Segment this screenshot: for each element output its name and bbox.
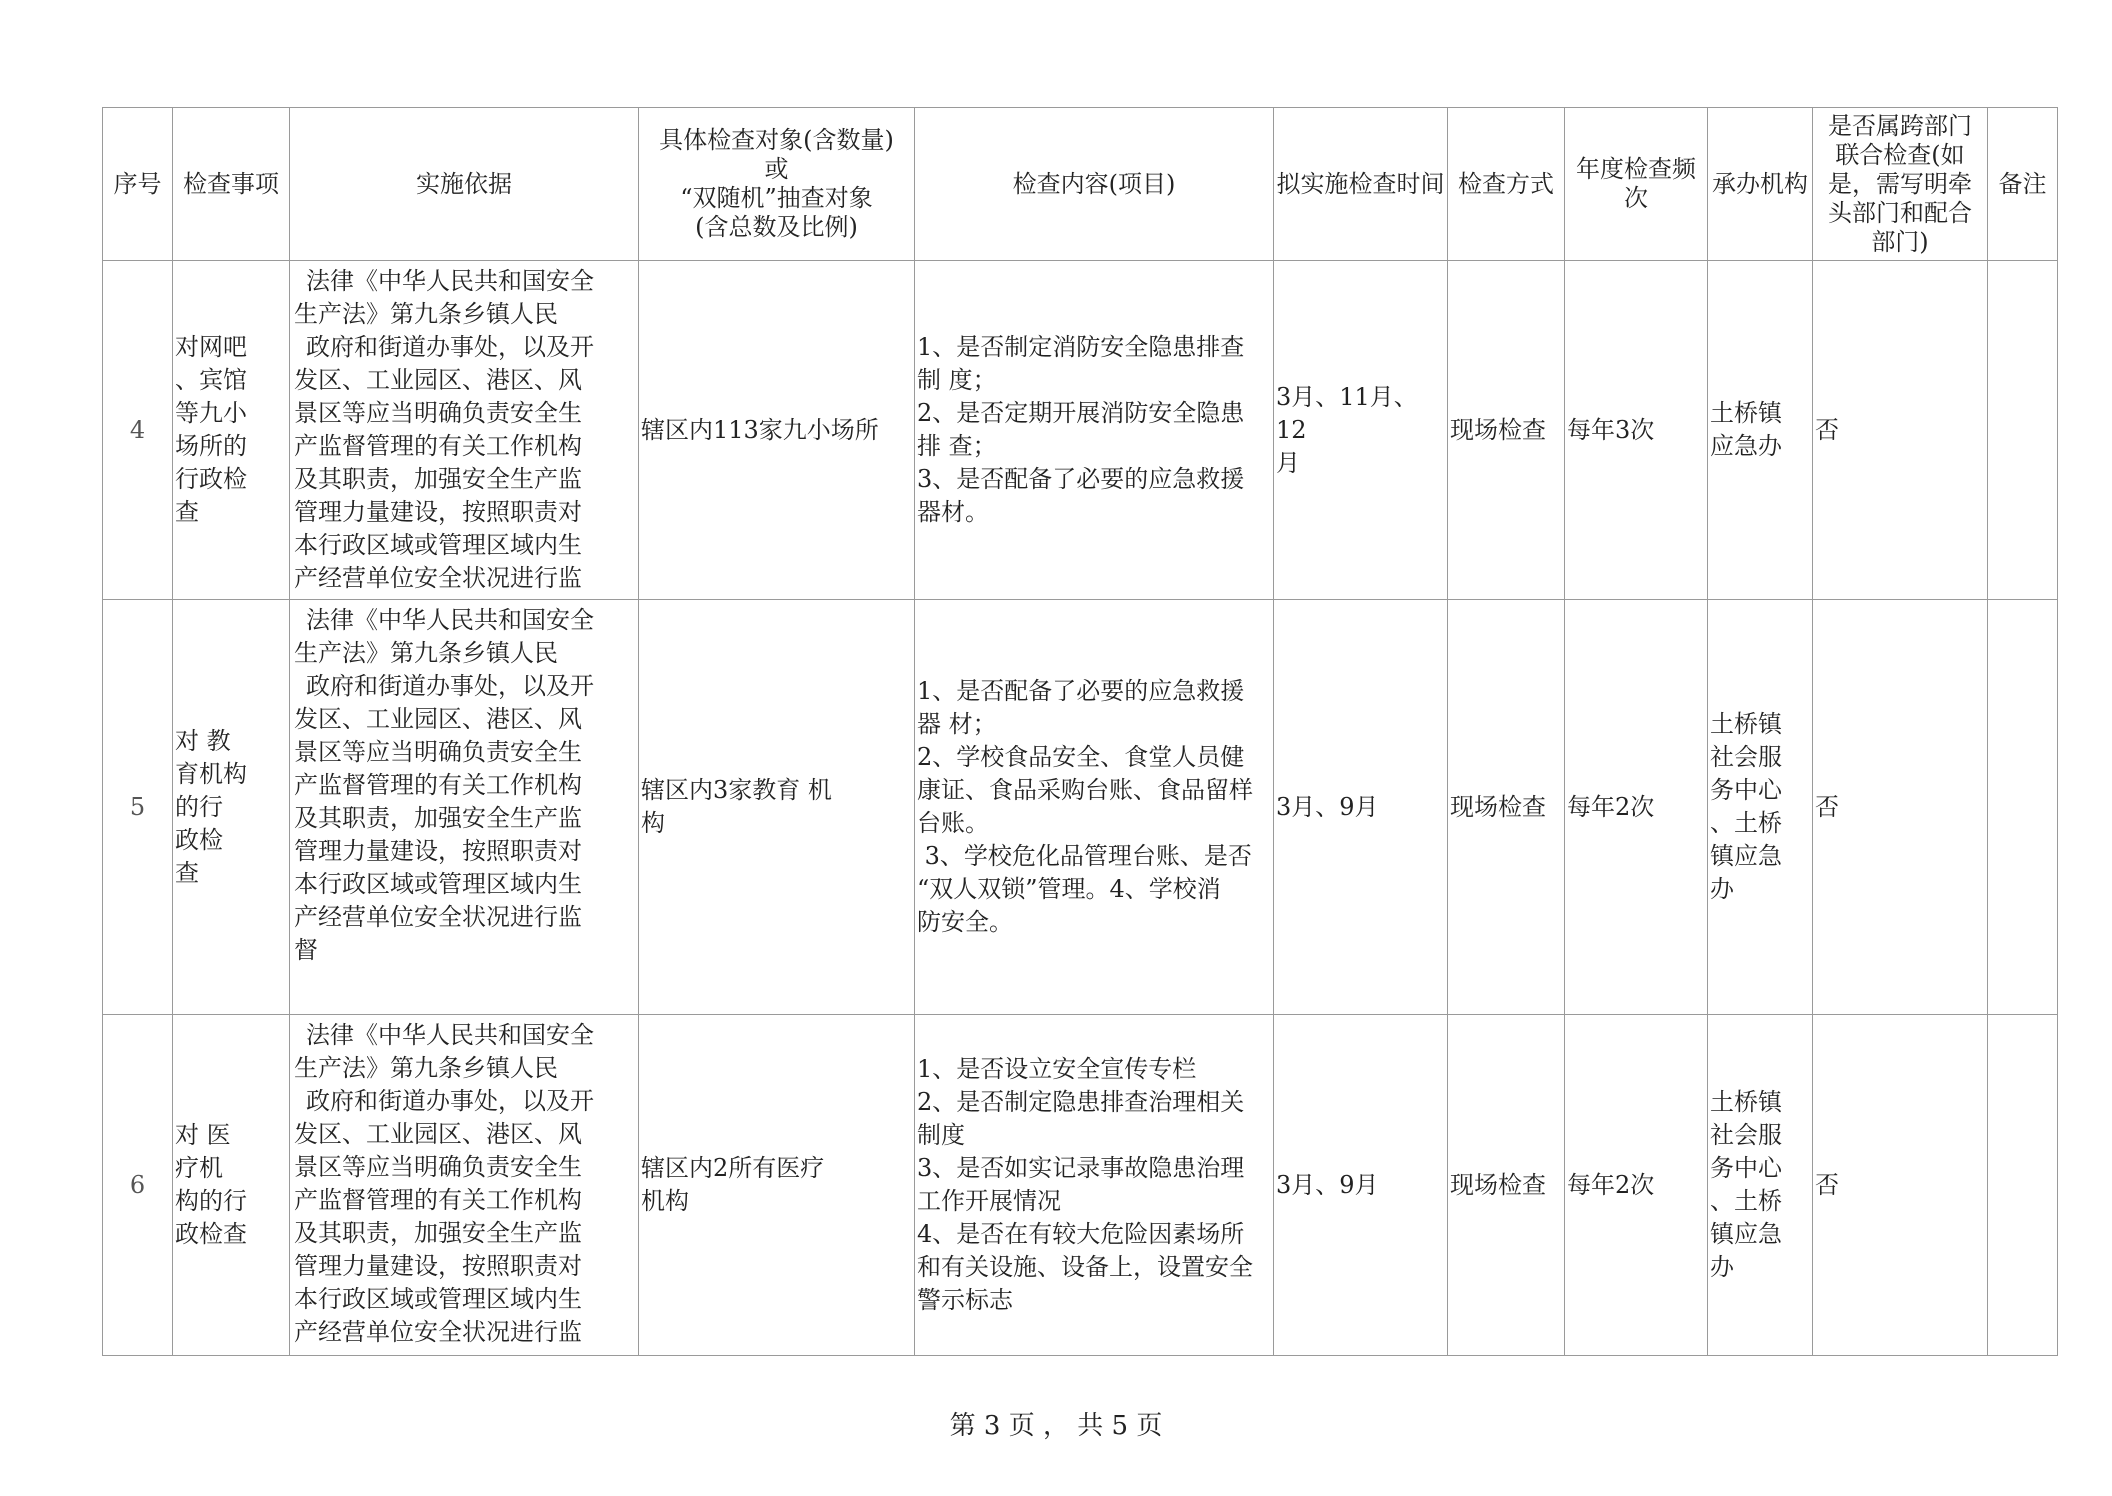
item-line: 场所的 bbox=[175, 432, 247, 460]
row-content bbox=[915, 1015, 1274, 1356]
header-object-line: 具体检查对象(含数量) bbox=[659, 126, 894, 154]
row-org bbox=[1708, 600, 1813, 1015]
content-line: 1、是否配备了必要的应急救援 bbox=[917, 677, 1245, 705]
item-line: 对网吧 bbox=[175, 333, 247, 361]
header-time: 拟实施检查时间 bbox=[1274, 108, 1448, 261]
row-item bbox=[173, 1015, 290, 1356]
header-cross bbox=[1813, 108, 1988, 261]
object-line: 辖区内3家教育 机 bbox=[641, 776, 832, 804]
basis-line: 产监督管理的有关工作机构 bbox=[294, 432, 582, 460]
basis-line: 景区等应当明确负责安全生 bbox=[294, 1153, 582, 1181]
basis-line: 生产法》第九条乡镇人民 bbox=[294, 300, 558, 328]
row-item bbox=[173, 600, 290, 1015]
row-note bbox=[1988, 600, 2058, 1015]
item-line: 等九小 bbox=[175, 399, 247, 427]
basis-line: 景区等应当明确负责安全生 bbox=[294, 738, 582, 766]
row-freq: 每年2次 bbox=[1565, 600, 1708, 1015]
row-seq: 6 bbox=[103, 1015, 173, 1356]
row-method: 现场检查 bbox=[1448, 600, 1565, 1015]
basis-line: 管理力量建设，按照职责对 bbox=[294, 498, 582, 526]
time-line: 3月、9月 bbox=[1276, 1170, 1379, 1199]
row-note bbox=[1988, 261, 2058, 600]
header-content: 检查内容(项目) bbox=[915, 108, 1274, 261]
header-object bbox=[639, 108, 915, 261]
row-org bbox=[1708, 261, 1813, 600]
basis-line: 本行政区域或管理区域内生 bbox=[294, 1285, 582, 1313]
org-line: 办 bbox=[1710, 1253, 1734, 1281]
basis-line: 发区、工业园区、港区、风 bbox=[294, 366, 582, 394]
basis-line: 生产法》第九条乡镇人民 bbox=[294, 639, 558, 667]
basis-line: 管理力量建设，按照职责对 bbox=[294, 1252, 582, 1280]
header-object-line: 或 bbox=[764, 155, 789, 183]
content-line: 排 查； bbox=[917, 432, 997, 460]
item-line: 、宾馆 bbox=[175, 366, 247, 394]
object-line: 辖区内113家九小场所 bbox=[641, 415, 879, 444]
basis-line: 政府和街道办事处，以及开 bbox=[306, 1087, 594, 1115]
item-line: 构的行 bbox=[175, 1187, 247, 1215]
basis-line: 景区等应当明确负责安全生 bbox=[294, 399, 582, 427]
basis-line: 管理力量建设，按照职责对 bbox=[294, 837, 582, 865]
org-line: 应急办 bbox=[1710, 432, 1782, 460]
row-time bbox=[1274, 600, 1448, 1015]
row-item bbox=[173, 261, 290, 600]
content-line: 3、是否配备了必要的应急救援 bbox=[917, 465, 1245, 493]
basis-line: 及其职责，加强安全生产监 bbox=[294, 1219, 582, 1247]
basis-line: 法律《中华人民共和国安全 bbox=[306, 1021, 594, 1049]
item-line: 政检 bbox=[175, 825, 223, 854]
object-line: 辖区内2所有医疗 bbox=[641, 1154, 825, 1182]
item-line: 育机构 bbox=[175, 759, 247, 788]
header-cross-line: 是否属跨部门 bbox=[1828, 111, 1972, 140]
content-line: 制 度； bbox=[917, 366, 997, 394]
row-seq: 5 bbox=[103, 600, 173, 1015]
row-content bbox=[915, 600, 1274, 1015]
item-line: 疗机 bbox=[175, 1154, 223, 1182]
header-basis: 实施依据 bbox=[290, 108, 639, 261]
table-row bbox=[103, 600, 2058, 1015]
content-line: 2、是否制定隐患排查治理相关 bbox=[917, 1088, 1245, 1116]
page-footer: 第 3 页 ， 共 5 页 bbox=[949, 1411, 1163, 1441]
item-line: 查 bbox=[175, 858, 199, 887]
row-freq: 每年2次 bbox=[1565, 1015, 1708, 1356]
row-cross: 否 bbox=[1813, 261, 1988, 600]
row-basis bbox=[290, 261, 639, 600]
content-line: 康证、食品采购台账、食品留样 bbox=[917, 776, 1253, 804]
row-time bbox=[1274, 1015, 1448, 1356]
basis-line: 及其职责，加强安全生产监 bbox=[294, 804, 582, 832]
content-line: “双人双锁”管理。4、学校消 bbox=[917, 875, 1221, 903]
org-line: 土桥镇 bbox=[1710, 399, 1782, 427]
time-line: 3月、9月 bbox=[1276, 792, 1379, 821]
item-line: 的行 bbox=[175, 792, 223, 821]
basis-line: 产经营单位安全状况进行监 bbox=[294, 564, 582, 592]
basis-line: 发区、工业园区、港区、风 bbox=[294, 1120, 582, 1148]
row-basis bbox=[290, 600, 639, 1015]
org-line: 土桥镇 bbox=[1710, 1088, 1782, 1116]
item-line: 对 教 bbox=[175, 726, 231, 755]
basis-line: 及其职责，加强安全生产监 bbox=[294, 465, 582, 493]
row-method: 现场检查 bbox=[1448, 261, 1565, 600]
basis-line: 政府和街道办事处，以及开 bbox=[306, 672, 594, 700]
inspection-table bbox=[102, 107, 2058, 1356]
content-line: 工作开展情况 bbox=[917, 1187, 1061, 1215]
header-note: 备注 bbox=[1988, 108, 2058, 261]
org-line: 社会服 bbox=[1710, 743, 1782, 771]
row-cross: 否 bbox=[1813, 1015, 1988, 1356]
row-cross: 否 bbox=[1813, 600, 1988, 1015]
object-line: 构 bbox=[641, 809, 665, 837]
org-line: 社会服 bbox=[1710, 1121, 1782, 1149]
basis-line: 产监督管理的有关工作机构 bbox=[294, 771, 582, 799]
item-line: 对 医 bbox=[175, 1121, 231, 1149]
content-line: 器 材； bbox=[917, 710, 997, 738]
header-cross-line: 联合检查(如 bbox=[1835, 140, 1965, 169]
content-line: 制度 bbox=[917, 1121, 965, 1149]
basis-line: 法律《中华人民共和国安全 bbox=[306, 606, 594, 634]
content-line: 3、是否如实记录事故隐患治理 bbox=[917, 1154, 1245, 1182]
basis-line: 发区、工业园区、港区、风 bbox=[294, 705, 582, 733]
header-org: 承办机构 bbox=[1708, 108, 1813, 261]
row-object bbox=[639, 1015, 915, 1356]
basis-line: 本行政区域或管理区域内生 bbox=[294, 870, 582, 898]
content-line: 防安全。 bbox=[917, 908, 1013, 936]
basis-line: 产经营单位安全状况进行监 bbox=[294, 903, 582, 931]
org-line: 务中心 bbox=[1710, 776, 1782, 804]
header-method: 检查方式 bbox=[1448, 108, 1565, 261]
row-time bbox=[1274, 261, 1448, 600]
header-cross-line: 头部门和配合 bbox=[1828, 198, 1972, 227]
basis-line: 产经营单位安全状况进行监 bbox=[294, 1318, 582, 1346]
basis-line: 法律《中华人民共和国安全 bbox=[306, 267, 594, 295]
header-object-line: “双随机”抽查对象 bbox=[680, 184, 873, 212]
content-line: 4、是否在有较大危险因素场所 bbox=[917, 1220, 1245, 1248]
row-basis bbox=[290, 1015, 639, 1356]
content-line: 2、学校食品安全、食堂人员健 bbox=[917, 743, 1245, 771]
row-method: 现场检查 bbox=[1448, 1015, 1565, 1356]
header-seq: 序号 bbox=[103, 108, 173, 261]
header-cross-line: 部门) bbox=[1871, 227, 1929, 256]
basis-line: 政府和街道办事处，以及开 bbox=[306, 333, 594, 361]
row-content bbox=[915, 261, 1274, 600]
basis-line: 产监督管理的有关工作机构 bbox=[294, 1186, 582, 1214]
content-line: 1、是否制定消防安全隐患排查 bbox=[917, 333, 1245, 361]
row-org bbox=[1708, 1015, 1813, 1356]
org-line: 办 bbox=[1710, 875, 1734, 903]
row-note bbox=[1988, 1015, 2058, 1356]
header-item: 检查事项 bbox=[173, 108, 290, 261]
content-line: 1、是否设立安全宣传专栏 bbox=[917, 1055, 1197, 1083]
header-cross-line: 是，需写明牵 bbox=[1828, 169, 1972, 198]
org-line: 土桥镇 bbox=[1710, 710, 1782, 738]
content-line: 警示标志 bbox=[917, 1286, 1013, 1314]
row-object bbox=[639, 600, 915, 1015]
header-row bbox=[103, 108, 2058, 261]
content-line: 2、是否定期开展消防安全隐患 bbox=[917, 399, 1245, 427]
content-line: 3、学校危化品管理台账、是否 bbox=[917, 842, 1252, 870]
table-row bbox=[103, 261, 2058, 600]
basis-line: 督 bbox=[294, 936, 318, 964]
basis-line: 生产法》第九条乡镇人民 bbox=[294, 1054, 558, 1082]
item-line: 行政检 bbox=[175, 465, 247, 493]
object-line: 机构 bbox=[641, 1187, 689, 1215]
basis-line: 本行政区域或管理区域内生 bbox=[294, 531, 582, 559]
item-line: 查 bbox=[175, 498, 199, 526]
header-object-line: (含总数及比例) bbox=[695, 213, 858, 241]
row-freq: 每年3次 bbox=[1565, 261, 1708, 600]
header-freq: 年度检查频次 bbox=[1565, 108, 1708, 261]
org-line: 镇应急 bbox=[1710, 1220, 1782, 1248]
row-seq: 4 bbox=[103, 261, 173, 600]
time-line: 月 bbox=[1276, 448, 1300, 477]
org-line: 、土桥 bbox=[1710, 1187, 1782, 1215]
content-line: 台账。 bbox=[917, 809, 989, 837]
content-line: 器材。 bbox=[917, 498, 989, 526]
item-line: 政检查 bbox=[175, 1220, 247, 1248]
org-line: 、土桥 bbox=[1710, 809, 1782, 837]
table-row bbox=[103, 1015, 2058, 1356]
row-object bbox=[639, 261, 915, 600]
time-line: 3月、11月、12 bbox=[1276, 382, 1418, 444]
content-line: 和有关设施、设备上，设置安全 bbox=[917, 1253, 1253, 1281]
org-line: 镇应急 bbox=[1710, 842, 1782, 870]
org-line: 务中心 bbox=[1710, 1154, 1782, 1182]
